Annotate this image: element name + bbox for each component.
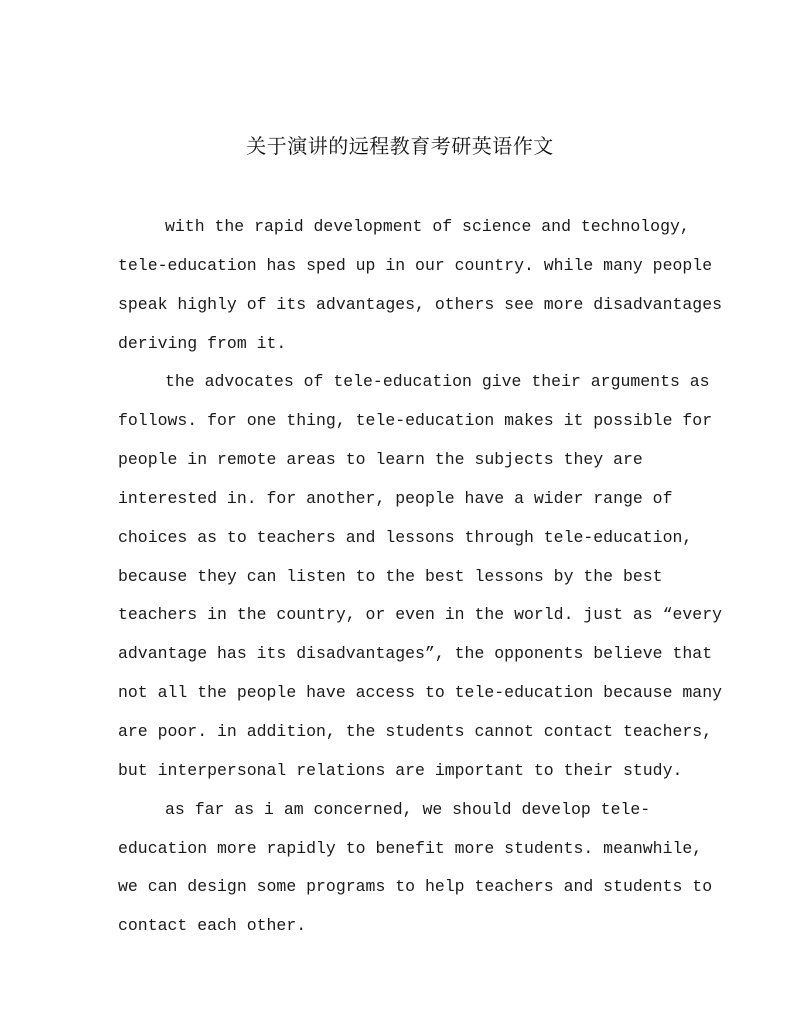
paragraph-2-line-7: teachers in the country, or even in the world. just as “every: [118, 605, 722, 625]
paragraph-1-line-1: with the rapid development of science and technology,: [165, 217, 690, 236]
paragraph-2-line-10: are poor. in addition, the students cannot contact teachers,: [118, 721, 713, 741]
paragraph-2-line-11: but interpersonal relations are important to their study.: [118, 760, 683, 780]
paragraph-2-line-5: choices as to teachers and lessons through tele-education,: [118, 527, 693, 547]
paragraph-1-line-4: deriving from it.: [118, 333, 287, 353]
document-body: [118, 208, 722, 946]
paragraph-1-line-3: speak highly of its advantages, others see more disadvantages: [118, 294, 722, 314]
paragraph-3-line-2: education more rapidly to benefit more students. meanwhile,: [118, 838, 703, 858]
paragraph-3-line-3: we can design some programs to help teachers and students to: [118, 877, 713, 897]
paragraph-2-line-3: people in remote areas to learn the subjects they are: [118, 450, 643, 470]
paragraph-3-line-4: contact each other.: [118, 916, 307, 936]
paragraph-2-line-8: advantage has its disadvantages”, the opponents believe that: [118, 644, 713, 664]
paragraph-1-line-2: tele-education has sped up in our country. while many people: [118, 255, 713, 275]
document-title: 关于演讲的远程教育考研英语作文: [246, 134, 554, 158]
paragraph-2-line-1: the advocates of tele-education give their arguments as: [165, 372, 710, 392]
paragraph-2-line-9: not all the people have access to tele-education because many: [118, 683, 722, 703]
paragraph-2-line-2: follows. for one thing, tele-education makes it possible for: [118, 411, 713, 431]
paragraph-3-line-1: as far as i am concerned, we should develop tele-: [165, 799, 651, 819]
paragraph-2-line-4: interested in. for another, people have a wider range of: [118, 488, 673, 508]
paragraph-2-line-6: because they can listen to the best lessons by the best: [118, 566, 663, 586]
